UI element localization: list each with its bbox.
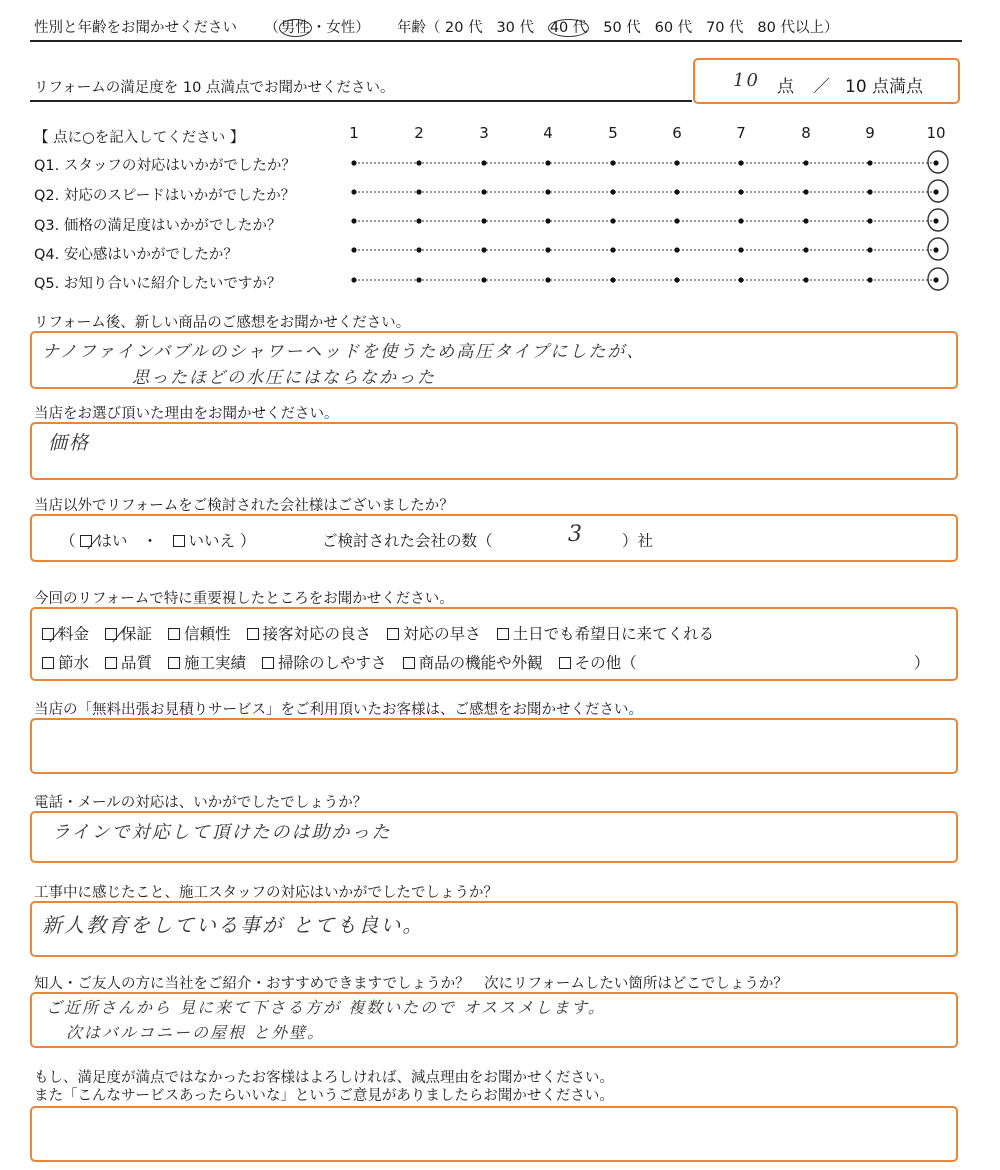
scale-point-q5-1[interactable]	[351, 277, 356, 282]
scale-number-7: 7	[736, 124, 746, 142]
scale-number-10: 10	[926, 124, 946, 142]
priority-option[interactable]	[247, 625, 372, 643]
company-count-label: ご検討された会社の数（	[322, 532, 493, 550]
priorities-row-2	[42, 651, 653, 673]
estimate-service-answer-box[interactable]	[30, 718, 958, 774]
question-q4: Q4. 安心感はいかがでしたか？	[34, 247, 238, 263]
scale-point-q5-3[interactable]	[481, 277, 486, 282]
scale-point-q3-8[interactable]	[803, 218, 808, 223]
phone-mail-answer: ラインで対応して頂けたのは助かった	[52, 822, 392, 843]
scale-point-q4-3[interactable]	[481, 247, 486, 252]
scale-point-q4-9[interactable]	[867, 247, 872, 252]
scale-point-q4-10[interactable]	[933, 247, 938, 252]
scale-point-q4-6[interactable]	[674, 247, 679, 252]
priority-option[interactable]	[105, 625, 152, 643]
other-companies-box	[30, 514, 958, 562]
priority-option[interactable]	[42, 625, 89, 643]
construction-answer: 新人教育をしている事が とても良い。	[42, 913, 425, 937]
priority-label: 節水	[58, 654, 90, 672]
company-count-value[interactable]: 3	[568, 522, 584, 547]
referral-prompt: 知人・ご友人の方に当社をご紹介・おすすめできますでしょうか？ 次にリフォームしたい箇所はどこでしょうか？	[34, 976, 788, 992]
priority-label: 接客対応の良さ	[262, 625, 372, 643]
scale-point-q5-8[interactable]	[803, 277, 808, 282]
scale-point-q2-5[interactable]	[610, 189, 615, 194]
scale-point-q4-8[interactable]	[803, 247, 808, 252]
scale-number-8: 8	[801, 124, 811, 142]
priorities-prompt: 今回のリフォームで特に重要視したところをお聞かせください。	[34, 591, 454, 607]
priority-label: 商品の機能や外観	[418, 654, 543, 672]
referral-answer-line1: ご近所さんから 見に来て下さる方が 複数いたので オススメします。	[46, 998, 606, 1017]
age-option-80-plus[interactable]: 80 代以上）	[757, 20, 839, 36]
priority-checkbox[interactable]	[42, 657, 54, 669]
yes-label: はい	[96, 532, 128, 550]
scale-point-q4-5[interactable]	[610, 247, 615, 252]
scale-point-q5-9[interactable]	[867, 277, 872, 282]
scale-number-2: 2	[414, 124, 424, 142]
scale-point-q2-7[interactable]	[738, 189, 743, 194]
scale-number-5: 5	[608, 124, 618, 142]
scale-point-q1-6[interactable]	[674, 160, 679, 165]
age-option-20[interactable]: 20 代	[445, 20, 483, 36]
satisfaction-score-max: 10 点満点	[845, 77, 924, 97]
priority-checkbox[interactable]	[105, 628, 117, 640]
scale-point-q2-2[interactable]	[416, 189, 421, 194]
scale-point-q1-8[interactable]	[803, 160, 808, 165]
scale-point-q1-5[interactable]	[610, 160, 615, 165]
reason-answer-box[interactable]	[30, 422, 958, 480]
scale-number-6: 6	[672, 124, 682, 142]
impressions-prompt: リフォーム後、新しい商品のご感想をお聞かせください。	[34, 315, 411, 331]
scale-point-q1-1[interactable]	[351, 160, 356, 165]
other-companies-open-paren: （	[60, 532, 76, 550]
scale-point-q2-9[interactable]	[867, 189, 872, 194]
scale-point-q3-6[interactable]	[674, 218, 679, 223]
priority-label: 対応の早さ	[403, 625, 481, 643]
priorities-other-close: ）	[914, 654, 930, 672]
gender-close-paren: ）	[355, 20, 370, 36]
scale-point-q5-2[interactable]	[416, 277, 421, 282]
age-option-30[interactable]: 30 代	[496, 20, 534, 36]
reason-prompt: 当店をお選び頂いた理由をお聞かせください。	[34, 406, 339, 422]
gender-open-paren: （	[264, 20, 279, 36]
scale-point-q5-6[interactable]	[674, 277, 679, 282]
priority-checkbox[interactable]	[559, 657, 571, 669]
priority-checkbox[interactable]	[247, 628, 259, 640]
priorities-row-1	[42, 622, 730, 644]
priority-checkbox[interactable]	[105, 657, 117, 669]
priority-checkbox[interactable]	[42, 628, 54, 640]
priority-label: 保証	[121, 625, 153, 643]
reason-answer: 価格	[48, 432, 91, 454]
scale-number-4: 4	[543, 124, 553, 142]
priority-label: 品質	[121, 654, 153, 672]
scale-point-q2-3[interactable]	[481, 189, 486, 194]
deduction-prompt-line1: もし、満足度が満点ではなかったお客様はよろしければ、減点理由をお聞かせください。	[34, 1070, 614, 1086]
rating-instruction: 【 点に○を記入してください 】	[34, 130, 245, 146]
yes-no-separator: ・	[142, 532, 158, 550]
age-option-60[interactable]: 60 代	[654, 20, 693, 36]
estimate-service-prompt: 当店の「無料出張お見積りサービス」をご利用頂いたお客様は、ご感想をお聞かせください。	[34, 702, 643, 718]
priority-label: 施工実績	[184, 654, 247, 672]
deduction-answer-box[interactable]	[30, 1106, 958, 1162]
scale-point-q3-9[interactable]	[867, 218, 872, 223]
priorities-box	[30, 607, 958, 681]
priority-checkbox[interactable]	[262, 657, 274, 669]
priority-checkbox[interactable]	[168, 628, 180, 640]
yes-checkbox[interactable]	[80, 535, 92, 547]
scale-point-q5-7[interactable]	[738, 277, 743, 282]
impressions-answer-box[interactable]	[30, 331, 958, 389]
scale-point-q3-2[interactable]	[416, 218, 421, 223]
age-option-50[interactable]: 50 代	[603, 20, 641, 36]
gender-female-option[interactable]: 女性	[326, 20, 356, 36]
priority-option[interactable]	[497, 625, 715, 643]
scale-point-q1-4[interactable]	[545, 160, 550, 165]
priority-option[interactable]	[559, 654, 637, 672]
priority-option[interactable]	[168, 625, 231, 643]
scale-point-q1-10[interactable]	[933, 160, 938, 165]
scale-point-q2-1[interactable]	[351, 189, 356, 194]
gender-male-option[interactable]: 男性	[280, 20, 310, 36]
gender-separator: ・	[311, 20, 327, 36]
priority-checkbox[interactable]	[387, 628, 399, 640]
construction-answer-box[interactable]	[30, 901, 958, 957]
scale-point-q3-3[interactable]	[481, 218, 486, 223]
other-companies-close-paren: ）	[240, 532, 256, 550]
age-label: 年齢（	[396, 20, 441, 36]
rating-scale-lines	[0, 0, 1000, 310]
scale-point-q1-2[interactable]	[416, 160, 421, 165]
scale-point-q2-6[interactable]	[674, 189, 679, 194]
priority-option[interactable]	[403, 654, 543, 672]
deduction-prompt-line2: また「こんなサービスあったらいいな」というご意見がありましたらお聞かせください。	[34, 1088, 614, 1104]
priority-label: 信頼性	[184, 625, 231, 643]
scale-number-9: 9	[865, 124, 875, 142]
no-label: いいえ	[188, 532, 236, 550]
priority-checkbox[interactable]	[403, 657, 415, 669]
priority-label: その他（	[574, 654, 637, 672]
satisfaction-score-separator: ／	[813, 77, 830, 97]
scale-point-q3-1[interactable]	[351, 218, 356, 223]
scale-point-q4-7[interactable]	[738, 247, 743, 252]
no-checkbox[interactable]	[173, 535, 185, 547]
scale-point-q3-10[interactable]	[933, 218, 938, 223]
scale-point-q3-4[interactable]	[545, 218, 550, 223]
company-count-suffix: ）社	[622, 532, 654, 550]
scale-point-q1-9[interactable]	[867, 160, 872, 165]
scale-number-1: 1	[349, 124, 359, 142]
construction-prompt: 工事中に感じたこと、施工スタッフの対応はいかがでしたでしょうか？	[34, 885, 498, 901]
scale-point-q5-4[interactable]	[545, 277, 550, 282]
priority-option[interactable]	[42, 654, 89, 672]
priority-label: 掃除のしやすさ	[278, 654, 387, 672]
scale-point-q3-7[interactable]	[738, 218, 743, 223]
impressions-answer-line2: 思ったほどの水圧にはならなかった	[132, 368, 436, 388]
gender-age-prompt: 性別と年齢をお聞かせください	[34, 20, 237, 36]
scale-point-q3-5[interactable]	[610, 218, 615, 223]
priority-option[interactable]	[262, 654, 387, 672]
question-q1: Q1. スタッフの対応はいかがでしたか？	[34, 158, 296, 174]
priority-checkbox[interactable]	[497, 628, 509, 640]
satisfaction-prompt: リフォームの満足度を 10 点満点でお聞かせください。	[34, 80, 395, 96]
priority-option[interactable]	[387, 625, 481, 643]
satisfaction-score-value: 10	[733, 70, 760, 91]
scale-number-3: 3	[479, 124, 489, 142]
age-option-70[interactable]: 70 代	[706, 20, 744, 36]
priority-option[interactable]	[105, 654, 152, 672]
priority-label: 料金	[58, 625, 90, 643]
priority-option[interactable]	[168, 654, 246, 672]
phone-mail-answer-box[interactable]	[30, 811, 958, 863]
scale-point-q2-10[interactable]	[933, 189, 938, 194]
other-companies-prompt: 当店以外でリフォームをご検討された会社様はございましたか？	[34, 498, 454, 514]
priority-label: 土日でも希望日に来てくれる	[512, 625, 715, 643]
question-q2: Q2. 対応のスピードはいかがでしたか？	[34, 188, 296, 204]
impressions-answer-line1: ナノファインバブルのシャワーヘッドを使うため高圧タイプにしたが、	[42, 342, 646, 362]
scale-point-q2-8[interactable]	[803, 189, 808, 194]
priority-checkbox[interactable]	[168, 657, 180, 669]
scale-point-q1-7[interactable]	[738, 160, 743, 165]
referral-answer-line2: 次はバルコニーの屋根 と外壁。	[66, 1023, 326, 1042]
scale-point-q4-4[interactable]	[545, 247, 550, 252]
scale-point-q1-3[interactable]	[481, 160, 486, 165]
scale-point-q4-1[interactable]	[351, 247, 356, 252]
age-option-40[interactable]: 40 代	[549, 20, 588, 36]
scale-point-q5-10[interactable]	[933, 277, 938, 282]
scale-point-q4-2[interactable]	[416, 247, 421, 252]
referral-answer-box[interactable]	[30, 992, 958, 1048]
scale-point-q5-5[interactable]	[610, 277, 615, 282]
phone-mail-prompt: 電話・メールの対応は、いかがでしたでしょうか？	[34, 795, 368, 811]
scale-point-q2-4[interactable]	[545, 189, 550, 194]
satisfaction-score-unit: 点	[777, 77, 794, 97]
question-q3: Q3. 価格の満足度はいかがでしたか？	[34, 218, 282, 234]
question-q5: Q5. お知り合いに紹介したいですか？	[34, 276, 282, 292]
